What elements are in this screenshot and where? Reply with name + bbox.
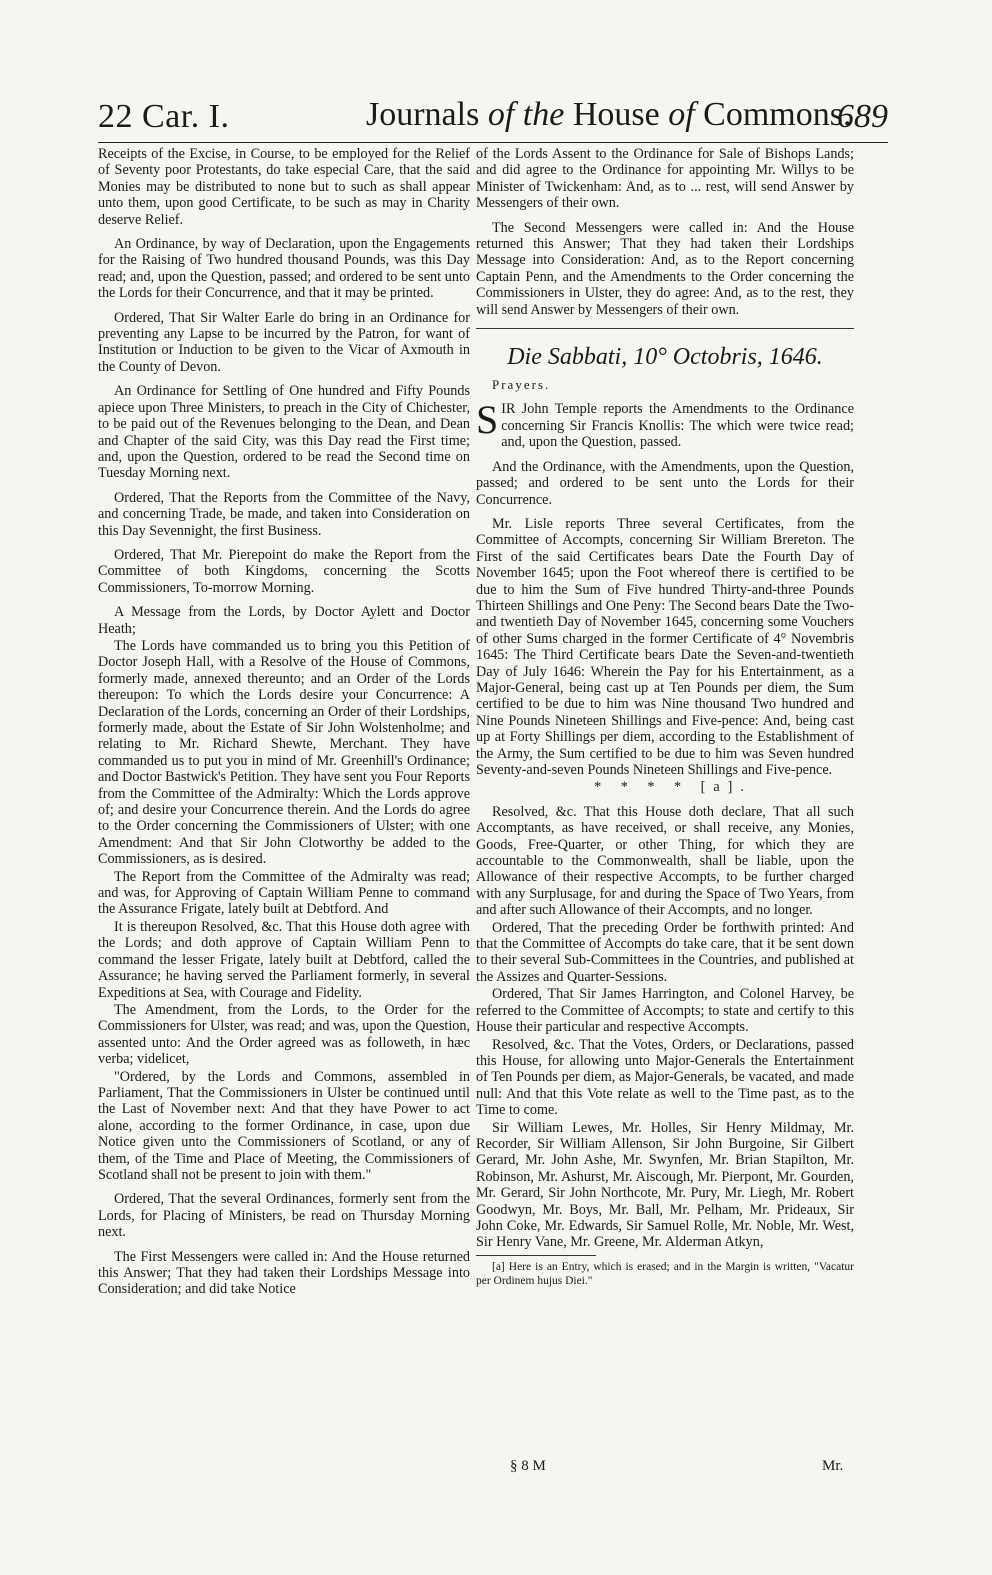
paragraph: Ordered, That Sir James Harrington, and Colonel Harvey, be referred to the Committee of Accompts; to state and certify to this House their particular and respective Accompts.: [476, 986, 854, 1036]
title-part: of: [487, 96, 515, 133]
paragraph: The First Messengers were called in: And the House returned this Answer; That they had taken their Lordships Message into Consideration; and did take Notice: [98, 1248, 470, 1298]
title-part: of: [668, 96, 695, 133]
title-part: the: [514, 96, 573, 133]
paragraph: Sir William Lewes, Mr. Holles, Sir Henry Mildmay, Mr. Recorder, Sir William Allenson, Sir John Burgoine, Sir Gilbert Gerard, Mr. John Ashe, Mr. Swynfen, Mr. Brian Stapilton, Mr. Robinson, Mr. Ashurst, Mr. Aiscough, Mr. Pierpont, Mr. Gourden, Mr. Gerard, Sir John Northcote, Mr. Pury, Mr. Liegh, Mr. Robert Goodwyn, Mr. Boys, Mr. Ball, Mr. Pelham, Mr. Prideaux, Sir John Coke, Mr. Edwards, Sir Samuel Rolle, Mr. Noble, Mr. West, Sir Henry Vane, Mr. Greene, Mr. Alderman Atkyn,: [476, 1119, 854, 1251]
journal-title: [366, 96, 851, 134]
day-heading: Die Sabbati, 10° Octobris, 1646.: [507, 344, 823, 371]
left-column: [98, 146, 470, 1306]
paragraph: Resolved, &c. That the Votes, Orders, or Declarations, passed this House, for allowing unto Major-Generals the Entertainment of Ten Pounds per diem, as Major-Generals, be vacated, and made null: And that this Vote relate as well to the Time past, as to the Time to come.: [476, 1036, 854, 1119]
paragraph: It is thereupon Resolved, &c. That this House doth agree with the Lords; and doth approve of Captain William Penn to command the lesser Frigate, lately built at Debtford, called the Assurance; he having served the Parliament formerly, in several Expeditions at Sea, with Courage and Fidelity.: [98, 918, 470, 1001]
paragraph: Ordered, That the Reports from the Committee of the Navy, and concerning Trade, be made, and taken into Consideration on this Day Sevennight, the first Business.: [98, 489, 470, 539]
paragraph: The Lords have commanded us to bring you this Petition of Doctor Joseph Hall, with a Resolve of the House of Commons, formerly made, annexed thereunto; and an Order of the Lords thereupon: To which the Lords desire your Concurrence: A Declaration of the Lords, concerning an Order of their Lordships, formerly made, about the Estate of Sir John Wolstenholme; and relating to Mr. Richard Shewte, Merchant. They have commanded us to put you in mind of Mr. Greenhill's Ordinance; and Doctor Bastwick's Petition. They have sent you Four Reports from the Committee of the Admiralty: Which the Lords approve of; and desire your Concurrence therein. And the Lords do agree to the Order concerning the Commissioners of Ulster; with one Amendment: And that Sir John Clotworthy be added to the Commissioners, as is desired.: [98, 637, 470, 868]
paragraph: Ordered, That Sir Walter Earle do bring in an Ordinance for preventing any Lapse to be incurred by the Patron, for want of Institution or Induction to be given to the Vicar of Axmouth in the County of Devon.: [98, 309, 470, 375]
paragraph: And the Ordinance, with the Amendments, upon the Question, passed; and ordered to be sent unto the Lords for their Concurrence.: [476, 458, 854, 508]
footnote-divider: [476, 1255, 596, 1256]
paragraph: A Message from the Lords, by Doctor Aylett and Doctor Heath;: [98, 604, 470, 637]
paragraph: Ordered, That the preceding Order be forthwith printed: And that the Committee of Accompts do take care, that it be sent down to their several Sub-Committees in the Countries, and published at the Assizes and Quarter-Sessions.: [476, 919, 854, 985]
title-part: Journals: [366, 96, 488, 133]
paragraph: The Second Messengers were called in: And the House returned this Answer; That they had taken their Lordships Message into Consideration: And, as to the Report concerning Captain Penn, and the Amendments to the Order concerning the Commissioners in Ulster, they do agree: And, as to the rest, they will send Answer by Messengers of their own.: [476, 219, 854, 318]
paragraph: Ordered, That the several Ordinances, formerly sent from the Lords, for Placing of Ministers, be read on Thursday Morning next.: [98, 1191, 470, 1241]
page-number: 689: [837, 98, 888, 135]
paragraph: Resolved, &c. That this House doth declare, That all such Accomptants, as have received, or shall receive, any Monies, Goods, Free-Quarter, or other Thing, for which they are accountable to the Commonwealth, shall be liable, upon the Allowance of their respective Accompts, to be further charged with any Surplusage, for and during the Space of Two Years, from and after such Allowance of their Accompts, and no longer.: [476, 803, 854, 919]
paragraph: The Amendment, from the Lords, to the Order for the Commissioners for Ulster, was read; and was, upon the Question, assented unto: And the Order agreed was as followeth, in hæc verba; videlicet,: [98, 1001, 470, 1068]
title-part: Commons.: [694, 96, 852, 133]
paragraph: Receipts of the Excise, in Course, to be employed for the Relief of Seventy poor Protestants, do take especial Care, that the said Monies may be distributed to none but to such as shall appear unto them, upon good Certificate, to be such as may in Charity deserve Relief.: [98, 146, 470, 228]
paragraph: "Ordered, by the Lords and Commons, assembled in Parliament, That the Commissioners in Ulster be continued until the Last of November next: And that they have Power to act alone, according to the former Ordinance, in case, upon due Notice given unto the Commissioners of Scotland, or any of them, of the Time and Place of Meeting, the Commissioners of Scotland shall not be present to join with them.": [98, 1068, 470, 1183]
signature-mark: § 8 M: [510, 1458, 546, 1474]
erasure-marker: * * * * [a].: [594, 779, 752, 796]
paragraph: [476, 397, 854, 451]
regnal-year: 22 Car. I.: [98, 98, 230, 135]
paragraph: An Ordinance for Settling of One hundred and Fifty Pounds apiece upon Three Ministers, to preach in the City of Chichester, to be paid out of the Revenues belonging to the Dean, and Dean and Chapter of the said City, was this Day read the First time; and, upon the Question, ordered to be read the Second time on Tuesday Morning next.: [98, 383, 470, 482]
paragraph: An Ordinance, by way of Declaration, upon the Engagements for the Raising of Two hundred thousand Pounds, was this Day read; and, upon the Question, passed; and ordered to be sent unto the Lords for their Concurrence, and that it may be printed.: [98, 236, 470, 302]
prayers-label: Prayers.: [492, 377, 551, 393]
paragraph: Mr. Lisle reports Three several Certificates, from the Committee of Accompts, concerning Sir William Brereton. The First of the said Certificates bears Date the Fourth Day of November 1645; upon the Foot whereof there is certified to be due to him the Sum of Five hundred Thirty-and-three Pounds Thirteen Shillings and One Peny: The Second bears Date the Two-and twentieth Day of November 1645, concerning some Vouchers of other Sums charged in the former Certificate of 4° Novembris 1645: The Third Certificate bears Date the Seven-and-twentieth Day of July 1646: Wherein the Pay for his Entertainment, as a Major-General, being cast up at Ten Pounds per diem, the Sum certified to be due to him was Nine thousand Two hundred and Nine Pounds Nineteen Shillings and Five-pence: And, being cast up at Forty Shillings per diem, according to the Establishment of the Army, the Sum certified to be due to him was Seven hundred Seventy-and-seven Pounds Nineteen Shillings and Five-pence.: [476, 515, 854, 778]
running-header: [98, 96, 888, 143]
paragraph: Ordered, That Mr. Pierepoint do make the Report from the Committee of both Kingdoms, concerning the Scotts Commissioners, To-morrow Morning.: [98, 546, 470, 596]
paragraph-text: IR John Temple reports the Amendments to the Ordinance concerning Sir Francis Knollis: The which were twice read; and, upon the Question, passed.: [501, 401, 854, 451]
catchword: Mr.: [822, 1458, 844, 1474]
paragraph: The Report from the Committee of the Admiralty was read; and was, for Approving of Captain William Penne to command the Assurance Frigate, lately built at Debtford. And: [98, 868, 470, 918]
footnote: [a] Here is an Entry, which is erased; and in the Margin is written, "Vacatur per Ordinem hujus Diei.": [476, 1260, 854, 1287]
drop-cap: S: [476, 397, 499, 443]
section-divider: [476, 328, 854, 329]
title-part: House: [572, 96, 669, 133]
right-column: [476, 146, 854, 1296]
paragraph: of the Lords Assent to the Ordinance for Sale of Bishops Lands; and did agree to the Ordinance for appointing Mr. Willys to be Minister of Twickenham: And, as to ... rest, will send Answer by Messengers of their own.: [476, 146, 854, 212]
